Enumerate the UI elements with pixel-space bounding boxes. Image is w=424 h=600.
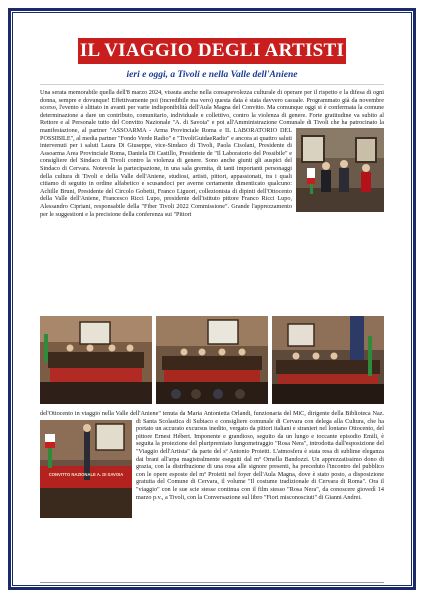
paragraph-conference: del'Ottocento in viaggio nella Valle dell'Aniene" tenuta da Maria Antonietta Orlandi, funzionaria del MiC, dirigente della Biblioteca Naz. di Santa Scolastica di Subiaco e consigliere comunale di Cervara con delega alla Cultura, che ha portato un accurato excursus inedito, vergato da pittori italiani e stranieri nel lontano Ottocento, del pittore Ernest Hébert. Imponente e grandioso, seguito da un lungo e toccante episodio Emili, è seguita la proiezione del pluripremiato lungometraggio "Rosa Nera", introdotta dall'esposizione del "Viaggio dell'Artista" da parte del sº Antonio Proietti. L'atmosfera è stata resa di sublime eleganza dai brani all'arpa magistralmente eseguiti dal mº Ornella Bandozzi. Un apprezzatissimo dono di grazia, con la distribuzione di una rosa alle signore presenti, ha preceduto l'incontro del pubblico con le opere esposte del mº Proietti nel foyer dell'Aula Magna, dove è stato posto, a disposizione gratuita del Comune di Cervara, il volume "Il costume tradizionale di Cervara di Roma". Ora il "viaggio" con le sue scie stesse continua con il film stesso "Rosa Nera", da conoscere giovedì 14 marzo p.v., a Tivoli, con la Conversazione sul libro "Fiori misconosciuti" di Gianni Andrei. xyxy=(40,410,384,580)
text-wrap-spacer xyxy=(292,127,384,213)
title-divider xyxy=(40,84,384,85)
article-title: IL VIAGGIO DEGLI ARTISTI xyxy=(78,38,346,64)
photo-audience-left xyxy=(40,316,152,404)
photo-audience-right-image xyxy=(272,316,384,404)
photo-audience-center-image xyxy=(156,316,268,404)
text-wrap-spacer xyxy=(40,420,136,520)
photo-banner-caption: CONVITTO NAZIONALE A. DI SAVOIA xyxy=(48,472,124,477)
photo-audience-right xyxy=(272,316,384,404)
paragraph-intro: Una serata memorabile quella dell'8 marzo 2024, vissuta anche nella consapevolezza culturale di operare per il rispetto e la difesa di ogni donna, sempre e dovunque! Effettivamente poi (incredibile ma vero) questa data è stata davvero casuale. Programmato già da novembre scorso, l'evento è slittato in avanti per varie indisponibilità dell'Aula Magna del Convitto. Ma comunque oggi si è confermata la comune determinazione a dare un contributo, comunitario, individuale e collettivo, contro la violenza di genere. Forte gratitudine va subito al Rettore e al Personale tutto del Convitto Nazionale "A. di Savoia" e poi all'Amministrazione Comunale di Tivoli che ha patrocinato la manifestazione, al partner "ASSOARMA - Arma Provinciale Roma e IL LABORATORIO DEL POSSIBILE", al media partner "Fondo Verde Radio" e "TivoliGuidaeRadio" e ancora ai quattro saluti intervenuti per i saluti Laura Di Giuseppe, vice-Sindaco di Tivoli, Paola Cisolani, Presidente di Assoarma Area Provinciale Roma, Daniela Di Castillo, Presidente de "Il Laboratorio del Possibile" e consigliere del Sindaco di Tivoli contro la violenza di genere. Sono anche giunti gli auspici del Sindaco di Cervara. Notevole la partecipazione, in una sala gremita, di tanti importanti personaggi della cultura di Tivoli e della Valle dell'Aniene, studiosi, artisti, pittori, appassionati, tra i quali citiamo di seguito in ordine alfabetico e scusandoci per averne certamente dimenticato qualcuno: Achille Bruni, Presidente del Circolo Gobetti, Franco Liguori, collezionista di dipinti dell'Ottocento della Valle dell'Aniene, Francesco Ricci Lupo, presidente dell'istituto pittore Franco Ricci Lupo, Alessandro Cipriani, responsabile della "Fiber Tivoli 2022 Commissione". Grande l'apprezzamento per le suggestioni e la precisione della conferenza sui "Pittori xyxy=(40,89,384,218)
photo-audience-center xyxy=(156,316,268,404)
article-subtitle: ieri e oggi, a Tivoli e nella Valle dell'Aniene xyxy=(126,70,298,80)
footer-divider xyxy=(40,582,384,583)
photo-audience-left-image xyxy=(40,316,152,404)
